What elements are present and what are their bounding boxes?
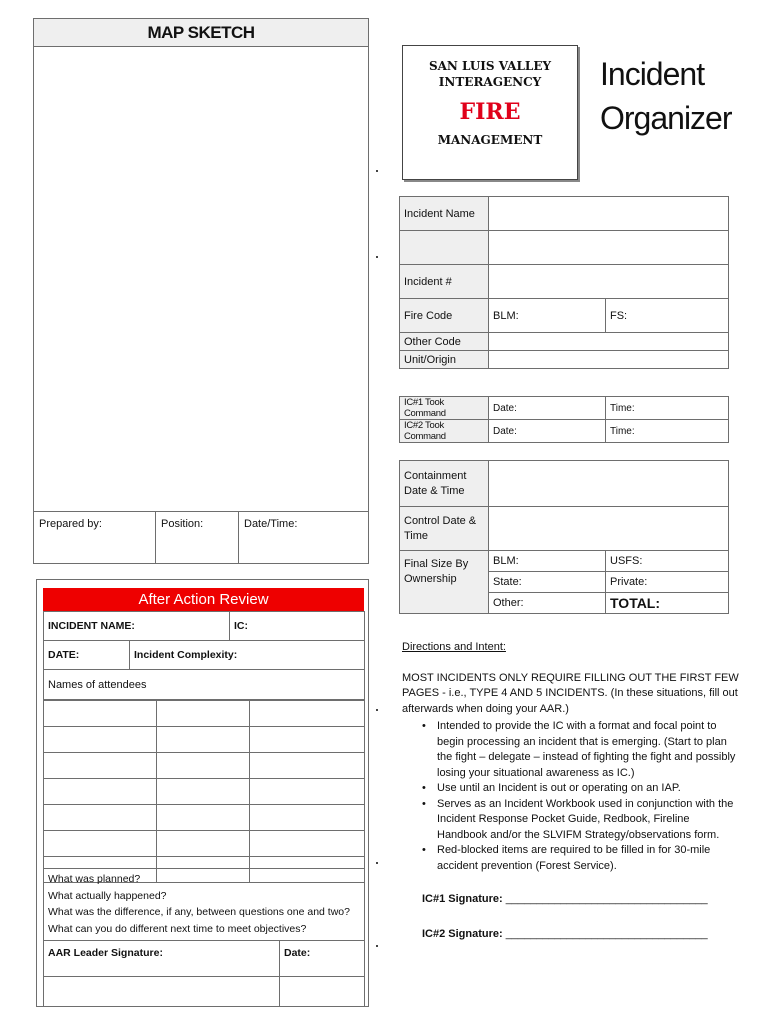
incident-name-field-2[interactable] <box>489 231 729 265</box>
attendee-cell[interactable] <box>250 779 365 805</box>
ic2-label: IC#2 Took Command <box>400 420 489 443</box>
containment-field[interactable] <box>489 461 729 507</box>
after-action-review-box <box>36 579 369 1007</box>
attendee-cell[interactable] <box>44 779 157 805</box>
fire-code-label: Fire Code <box>400 299 489 333</box>
margin-dot <box>376 170 378 172</box>
other-code-field[interactable] <box>489 333 729 351</box>
aar-signature-date-field[interactable]: Date: <box>280 941 365 977</box>
incident-name-label: Incident Name <box>400 197 489 231</box>
attendee-cell[interactable] <box>157 779 250 805</box>
fire-code-fs-field[interactable]: FS: <box>606 299 729 333</box>
containment-table <box>399 460 729 614</box>
logo-fire: FIRE <box>459 99 521 125</box>
aar-header-table <box>43 611 365 700</box>
page-title <box>600 52 732 140</box>
margin-dot <box>376 862 378 864</box>
attendee-cell[interactable] <box>44 701 157 727</box>
control-field[interactable] <box>489 507 729 551</box>
slv-fire-logo <box>402 45 578 180</box>
aar-questions-table <box>43 868 365 1007</box>
attendee-cell[interactable] <box>157 727 250 753</box>
control-label: Control Date & Time <box>400 507 489 551</box>
fire-code-blm-field[interactable]: BLM: <box>489 299 606 333</box>
containment-label: Containment Date & Time <box>400 461 489 507</box>
incident-name-label-2 <box>400 231 489 265</box>
attendee-cell[interactable] <box>250 701 365 727</box>
date-time-field[interactable]: Date/Time: <box>244 518 298 530</box>
map-sketch-footer <box>34 511 368 563</box>
aar-ic-field[interactable]: IC: <box>230 612 365 641</box>
final-size-usfs-field[interactable]: USFS: <box>606 551 729 572</box>
attendee-cell[interactable] <box>44 805 157 831</box>
aar-q4: What can you do different next time to meet objectives? <box>48 922 307 935</box>
attendee-cell[interactable] <box>157 805 250 831</box>
aar-attendees-grid <box>43 700 365 883</box>
page-title-line-1: Incident <box>600 56 705 92</box>
aar-q1: What was planned? <box>48 873 141 885</box>
incident-name-field[interactable] <box>489 197 729 231</box>
directions-bullet: • Serves as an Incident Workbook used in conjunction with the Incident Response Pocket Guide, Redbook, Fireline Handbook and/or the SLVIFM Strategy/observations form. <box>422 797 742 844</box>
logo-line-2: INTERAGENCY <box>438 75 542 89</box>
attendee-cell[interactable] <box>250 805 365 831</box>
attendee-cell[interactable] <box>250 727 365 753</box>
ic1-time-field[interactable]: Time: <box>606 397 729 420</box>
incident-number-field[interactable] <box>489 265 729 299</box>
ic-command-table <box>399 396 729 443</box>
attendee-cell[interactable] <box>157 701 250 727</box>
directions-bullet: • Use until an Incident is out or operating on an IAP. <box>422 781 742 797</box>
aar-date-field[interactable]: DATE: <box>44 641 130 670</box>
ic2-signature-label: IC#2 Signature: <box>422 927 503 940</box>
logo-line-1: SAN LUIS VALLEY <box>428 59 552 73</box>
directions-header: Directions and Intent: <box>402 641 506 653</box>
position-field[interactable]: Position: <box>156 512 239 563</box>
map-sketch-box[interactable] <box>33 18 369 564</box>
ic2-signature-row[interactable] <box>422 927 742 943</box>
margin-dot <box>376 709 378 711</box>
ic2-signature-line[interactable]: _________________________________ <box>505 927 708 940</box>
final-size-label: Final Size By Ownership <box>400 551 489 614</box>
map-sketch-title: MAP SKETCH <box>34 19 368 47</box>
final-size-total-field[interactable]: TOTAL: <box>606 593 729 614</box>
unit-origin-field[interactable] <box>489 351 729 369</box>
attendee-cell[interactable] <box>250 753 365 779</box>
ic1-signature-line[interactable]: _________________________________ <box>505 893 708 905</box>
final-size-state-field[interactable]: State: <box>489 572 606 593</box>
prepared-by-field[interactable]: Prepared by: <box>34 512 156 563</box>
ic1-signature-label: IC#1 Signature: <box>422 893 503 905</box>
attendee-cell[interactable] <box>157 831 250 857</box>
ic1-date-field[interactable]: Date: <box>489 397 606 420</box>
ic2-date-field[interactable]: Date: <box>489 420 606 443</box>
attendee-cell[interactable] <box>44 831 157 857</box>
final-size-other-field[interactable]: Other: <box>489 593 606 614</box>
final-size-blm-field[interactable]: BLM: <box>489 551 606 572</box>
page-title-line-2: Organizer <box>600 100 732 136</box>
incident-number-label: Incident # <box>400 265 489 299</box>
ic1-signature-row[interactable] <box>422 892 742 908</box>
margin-dot <box>376 945 378 947</box>
logo-line-3: MANAGEMENT <box>437 133 543 147</box>
aar-incident-name-field[interactable]: INCIDENT NAME: <box>44 612 230 641</box>
directions-section <box>402 640 742 942</box>
ic2-time-field[interactable]: Time: <box>606 420 729 443</box>
final-size-private-field[interactable]: Private: <box>606 572 729 593</box>
attendee-cell[interactable] <box>44 727 157 753</box>
aar-title-bar: After Action Review <box>43 588 364 611</box>
margin-dot <box>376 256 378 258</box>
directions-list <box>422 719 742 874</box>
other-code-label: Other Code <box>400 333 489 351</box>
attendee-cell[interactable] <box>44 753 157 779</box>
directions-bullet: • Intended to provide the IC with a format and focal point to begin processing an incident that is emerging. (Start to plan the fight – delegate – instead of fighting the fight and possibly losing your situational awareness as IC.) <box>422 719 742 781</box>
attendee-cell[interactable] <box>250 831 365 857</box>
aar-signature-date-blank[interactable] <box>280 977 365 1007</box>
aar-attendees-label: Names of attendees <box>44 670 365 700</box>
incident-info-table <box>399 196 729 369</box>
unit-origin-label: Unit/Origin <box>400 351 489 369</box>
aar-leader-signature-blank[interactable] <box>44 977 280 1007</box>
aar-leader-signature-field[interactable]: AAR Leader Signature: <box>44 941 280 977</box>
aar-complexity-field[interactable]: Incident Complexity: <box>130 641 365 670</box>
aar-q3: What was the difference, if any, between questions one and two? <box>48 906 350 918</box>
aar-q2: What actually happened? <box>48 889 167 902</box>
directions-intro: MOST INCIDENTS ONLY REQUIRE FILLING OUT THE FIRST FEW PAGES - i.e., TYPE 4 AND 5 INCIDENTS. (In these situations, fill out afterwards when doing your AAR.) <box>402 671 739 715</box>
aar-questions <box>44 869 365 941</box>
directions-bullet: • Red-blocked items are required to be filled in for 30-mile accident prevention (Forest Service). <box>422 843 742 874</box>
attendee-cell[interactable] <box>157 753 250 779</box>
ic1-label: IC#1 Took Command <box>400 397 489 420</box>
